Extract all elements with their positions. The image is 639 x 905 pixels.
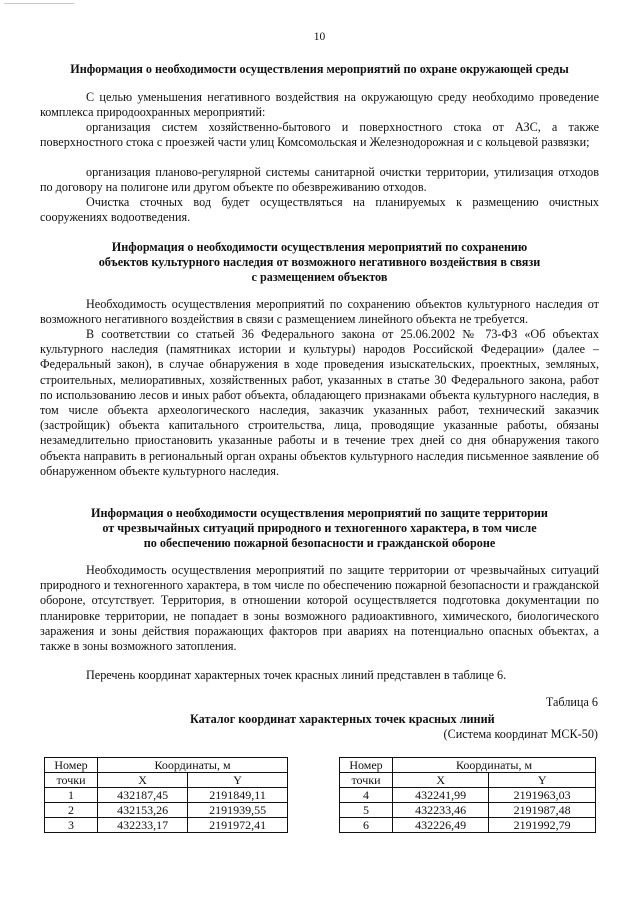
cell-y: 2191972,41 <box>188 818 288 833</box>
table-row <box>340 818 596 833</box>
heading-line: по обеспечению пожарной безопасности и гражданской обороне <box>143 536 496 551</box>
coordinate-system: (Система координат МСК-50) <box>443 727 598 741</box>
paragraph-environment-intro: С целью уменьшения негативного воздействия на окружающую среду необходимо проведение комплекса природоохранных мероприятий: <box>40 90 599 120</box>
header-y: Y <box>188 773 288 788</box>
header-coordinates: Координаты, м <box>393 758 596 773</box>
header-coordinates: Координаты, м <box>98 758 288 773</box>
header-number: Номер <box>340 758 393 773</box>
table-title: Каталог координат характерных точек красных линий <box>190 712 495 726</box>
cell-number: 4 <box>340 788 393 803</box>
table-row <box>45 788 288 803</box>
cell-y: 2191939,55 <box>188 803 288 818</box>
heading-line: от чрезвычайных ситуаций природного и техногенного характера, в том числе <box>102 521 537 536</box>
cell-y: 2191963,03 <box>489 788 596 803</box>
paragraph-emergency: Необходимость осуществления мероприятий по защите территории от чрезвычайных ситуаций природного и техногенного характера, в том числе по обеспечению пожарной безопасности и гражданской обороне, отсутствует. Территория, в отношении которой осуществляется подготовка документации по планировке территории, не попадает в зоны возможного радиоактивного, химического, биологического заражения и зоны действия поражающих факторов при авариях на потенциально опасных объектах, а также в зоны возможного затопления. <box>40 563 599 654</box>
table-header-row <box>340 773 596 788</box>
page-number: 10 <box>313 31 326 43</box>
table-row <box>45 803 288 818</box>
paragraph-environment-wastewater: Очистка сточных вод будет осуществляться на планируемых к размещению очистных сооружениях водоотведения. <box>40 195 599 225</box>
table-row <box>340 788 596 803</box>
paragraph-heritage-law: В соответствии со статьей 36 Федерального закона от 25.06.2002 № 73-ФЗ «Об объектах культурного наследия (памятниках истории и культуры) народов Российской Федерации» (далее – Федеральный закон), в случае обнаружения в ходе проведения изыскательских, проектных, земляных, строительных, мелиоративных, хозяйственных работ, указанных в статье 30 Федерального закона, работ по использованию лесов и иных работ объекта, обладающего признаками объекта культурного наследия, в том числе объекта археологического наследия, заказчик указанных работ, технический заказчик (застройщик) объекта капитального строительства, лица, проводящие указанные работы, обязаны незамедлительно приостановить указанные работы и в течение трех дней со дня обнаружения такого объекта направить в региональный орган охраны объектов культурного наследия письменное заявление об обнаруженном объекте культурного наследия. <box>40 327 599 478</box>
table-header-row <box>45 758 288 773</box>
paragraph-heritage-intro: Необходимость осуществления мероприятий по сохранению объектов культурного наследия от возможного негативного воздействия в связи с размещением линейного объекта не требуется. <box>40 297 599 327</box>
table-header-row <box>340 758 596 773</box>
header-x: X <box>393 773 489 788</box>
cell-x: 432187,45 <box>98 788 188 803</box>
header-number: Номер <box>45 758 98 773</box>
cell-number: 3 <box>45 818 98 833</box>
cell-number: 1 <box>45 788 98 803</box>
table-header-row <box>45 773 288 788</box>
table-label: Таблица 6 <box>545 695 598 709</box>
section-heading-emergency <box>40 506 599 552</box>
header-point: точки <box>45 773 98 788</box>
cell-x: 432233,17 <box>98 818 188 833</box>
table-row <box>340 803 596 818</box>
heading-line: Информация о необходимости осуществления мероприятий по защите территории <box>91 506 548 520</box>
cell-y: 2191987,48 <box>489 803 596 818</box>
section-heading-environment: Информация о необходимости осуществления мероприятий по охране окружающей среды <box>70 62 569 76</box>
heading-line: объектов культурного наследия от возможного негативного воздействия в связи <box>98 255 541 270</box>
paragraph-environment-waste: организация планово-регулярной системы санитарной очистки территории, утилизация отходов по договору на полигоне или другом объекте по обезвреживанию отходов. <box>40 165 599 195</box>
paragraph-environment-drainage: организация систем хозяйственно-бытового и поверхностного стока от АЗС, а также поверхностного стока с проезжей части улиц Комсомольская и Железнодорожная и с кольцевой развязки; <box>40 120 599 150</box>
coordinates-table-right <box>339 757 596 833</box>
cell-number: 6 <box>340 818 393 833</box>
cell-number: 5 <box>340 803 393 818</box>
cell-x: 432226,49 <box>393 818 489 833</box>
heading-line: Информация о необходимости осуществления мероприятий по сохранению <box>111 240 528 254</box>
header-x: X <box>98 773 188 788</box>
heading-line: с размещением объектов <box>251 270 388 285</box>
scan-artifact-line <box>4 3 74 4</box>
cell-number: 2 <box>45 803 98 818</box>
header-y: Y <box>489 773 596 788</box>
cell-y: 2191849,11 <box>188 788 288 803</box>
cell-y: 2191992,79 <box>489 818 596 833</box>
paragraph-coordinates-lead: Перечень координат характерных точек красных линий представлен в таблице 6. <box>86 668 507 682</box>
coordinates-table-left <box>44 757 288 833</box>
cell-x: 432153,26 <box>98 803 188 818</box>
section-heading-cultural-heritage <box>40 240 599 286</box>
header-point: точки <box>340 773 393 788</box>
table-row <box>45 818 288 833</box>
cell-x: 432233,46 <box>393 803 489 818</box>
cell-x: 432241,99 <box>393 788 489 803</box>
